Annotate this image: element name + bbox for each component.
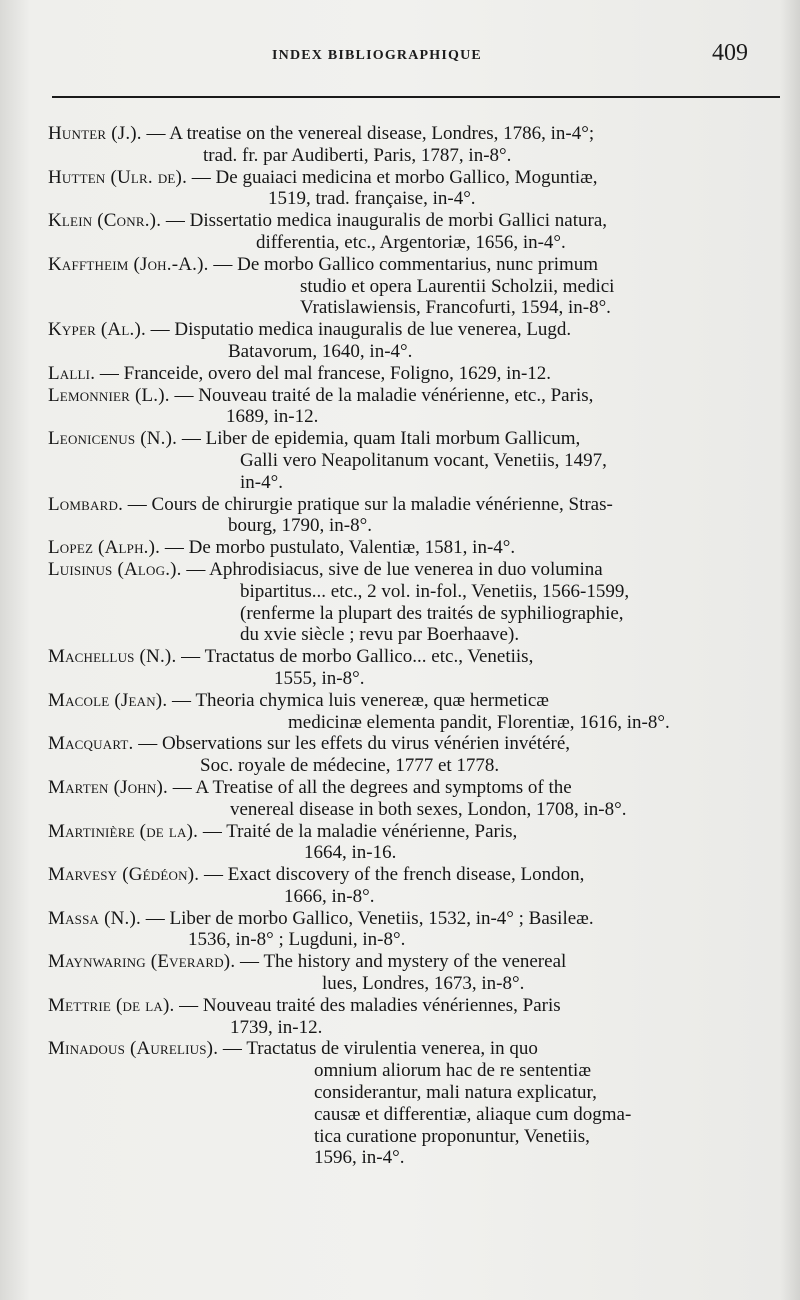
- entry-continuation-line: bipartitus... etc., 2 vol. in-fol., Venetiis, 1566-1599,: [240, 580, 630, 602]
- bibliography-entry: [48, 951, 752, 995]
- entry-first-line: [48, 908, 752, 930]
- entry-first-line: [48, 123, 752, 145]
- entry-author: Lopez (Alph.).: [48, 537, 161, 559]
- entry-first-line: [48, 559, 752, 581]
- entry-continuation-line: 1596, in-4°.: [314, 1147, 405, 1169]
- entry-first-line: [48, 821, 752, 843]
- entry-first-line: [48, 167, 752, 189]
- entry-author: Lombard.: [48, 493, 124, 515]
- entry-text-line: — The history and mystery of the venereal: [240, 951, 567, 973]
- bibliography-entry: [48, 864, 752, 908]
- entry-continuation-line: trad. fr. par Audiberti, Paris, 1787, in-8°.: [203, 144, 512, 166]
- entry-text-line: — Tractatus de morbo Gallico... etc., Venetiis,: [181, 646, 534, 668]
- entry-first-line: [48, 494, 752, 516]
- entry-text-line: — Traité de la maladie vénérienne, Paris,: [202, 820, 518, 842]
- entry-first-line: [48, 428, 752, 450]
- bibliography-entry: [48, 821, 752, 865]
- entry-author: Kyper (Al.).: [48, 319, 146, 341]
- entry-continuation-line: considerantur, mali natura explicatur,: [314, 1082, 597, 1104]
- entry-text-line: — De morbo Gallico commentarius, nunc primum: [213, 253, 599, 275]
- entry-continuation-line: Vratislawiensis, Francofurti, 1594, in-8°.: [300, 297, 611, 319]
- entry-continuation-line: omnium aliorum hac de re sententiæ: [314, 1060, 592, 1082]
- entry-text-line: — Franceide, overo del mal francese, Foligno, 1629, in-12.: [99, 362, 552, 384]
- entry-author: Kafftheim (Joh.-A.).: [48, 253, 209, 275]
- entry-author: Hutten (Ulr. de).: [48, 166, 188, 188]
- entry-continuation-line: lues, Londres, 1673, in-8°.: [322, 973, 525, 995]
- bibliography-entry: [48, 559, 752, 646]
- bibliography-entry: [48, 123, 752, 167]
- entry-text-line: — Observations sur les effets du virus vénérien invétéré,: [138, 733, 571, 755]
- entry-continuation-line: medicinæ elementa pandit, Florentiæ, 1616, in-8°.: [288, 711, 670, 733]
- entry-text-line: — Nouveau traité de la maladie vénérienne, etc., Paris,: [174, 384, 594, 406]
- entry-text-line: — A treatise on the venereal disease, Londres, 1786, in-4°;: [146, 123, 595, 144]
- entry-author: Marvesy (Gédéon).: [48, 864, 200, 886]
- entry-continuation-line: 1519, trad. française, in-4°.: [268, 188, 476, 210]
- bibliography-entry: [48, 494, 752, 538]
- entry-first-line: [48, 864, 752, 886]
- entry-author: Klein (Conr.).: [48, 210, 162, 232]
- entry-continuation-line: tica curatione proponuntur, Venetiis,: [314, 1125, 590, 1147]
- entry-author: Lalli.: [48, 362, 96, 384]
- entry-continuation-line: (renferme la plupart des traités de syphiliographie,: [240, 602, 624, 624]
- entry-continuation-line: Soc. royale de médecine, 1777 et 1778.: [200, 755, 500, 777]
- entry-continuation-line: 1689, in-12.: [226, 406, 319, 428]
- entry-text-line: — Dissertatio medica inauguralis de morbi Gallici natura,: [165, 210, 607, 232]
- entry-author: Luisinus (Alog.).: [48, 558, 182, 580]
- bibliography-entry: [48, 167, 752, 211]
- bibliography-entry: [48, 319, 752, 363]
- bibliography-entry: [48, 690, 752, 734]
- entry-author: Mettrie (de la).: [48, 994, 175, 1016]
- page-header: [0, 40, 800, 80]
- entry-continuation-line: venereal disease in both sexes, London, 1708, in-8°.: [230, 798, 627, 820]
- bibliography-entry: [48, 254, 752, 319]
- entry-continuation-line: in-4°.: [240, 471, 283, 493]
- entry-text-line: — Exact discovery of the french disease, London,: [203, 864, 585, 886]
- entry-first-line: [48, 210, 752, 232]
- entry-author: Marten (John).: [48, 776, 168, 798]
- bibliography-entry: [48, 908, 752, 952]
- bibliography-entry: [48, 537, 752, 559]
- entry-continuation-line: studio et opera Laurentii Scholzii, medici: [300, 275, 615, 297]
- entry-text-line: — Liber de epidemia, quam Itali morbum Gallicum,: [181, 428, 581, 450]
- entry-first-line: [48, 385, 752, 407]
- bibliography-entry: [48, 777, 752, 821]
- entry-continuation-line: Galli vero Neapolitanum vocant, Venetiis, 1497,: [240, 449, 607, 471]
- entry-text-line: — Theoria chymica luis venereæ, quæ hermeticæ: [172, 689, 549, 711]
- bibliography-entry: [48, 363, 752, 385]
- entry-first-line: [48, 319, 752, 341]
- header-rule: [52, 96, 780, 98]
- bibliography-entry: [48, 210, 752, 254]
- bibliography-entry: [48, 995, 752, 1039]
- entry-author: Massa (N.).: [48, 907, 141, 929]
- bibliography-list: [48, 123, 752, 1169]
- entry-continuation-line: 1536, in-8° ; Lugduni, in-8°.: [188, 929, 406, 951]
- bibliography-entry: [48, 428, 752, 493]
- entry-text-line: — De guaiaci medicina et morbo Gallico, Moguntiæ,: [191, 166, 598, 188]
- entry-text-line: — De morbo pustulato, Valentiæ, 1581, in-4°.: [164, 537, 516, 559]
- page-number: 409: [712, 40, 748, 66]
- entry-first-line: [48, 646, 752, 668]
- entry-author: Minadous (Aurelius).: [48, 1038, 219, 1060]
- entry-text-line: — Disputatio medica inauguralis de lue venerea, Lugd.: [150, 319, 572, 341]
- entry-author: Leonicenus (N.).: [48, 428, 178, 450]
- entry-first-line: [48, 733, 752, 755]
- entry-first-line: [48, 951, 752, 973]
- entry-author: Lemonnier (L.).: [48, 384, 170, 406]
- bibliography-entry: [48, 646, 752, 690]
- entry-text-line: — Nouveau traité des maladies vénériennes, Paris: [179, 994, 561, 1016]
- entry-first-line: [48, 777, 752, 799]
- entry-first-line: [48, 690, 752, 712]
- bibliography-entry: [48, 385, 752, 429]
- entry-text-line: — A Treatise of all the degrees and symptoms of the: [172, 776, 572, 798]
- entry-first-line: [48, 1038, 752, 1060]
- entry-first-line: [48, 995, 752, 1017]
- entry-text-line: — Liber de morbo Gallico, Venetiis, 1532, in-4° ; Basileæ.: [145, 907, 594, 929]
- entry-author: Martinière (de la).: [48, 820, 199, 842]
- entry-author: Maynwaring (Everard).: [48, 951, 236, 973]
- entry-first-line: [48, 537, 752, 559]
- entry-continuation-line: Batavorum, 1640, in-4°.: [228, 340, 413, 362]
- entry-first-line: [48, 363, 752, 385]
- entry-author: Hunter (J.).: [48, 123, 142, 144]
- entry-continuation-line: 1555, in-8°.: [274, 667, 365, 689]
- running-title: INDEX BIBLIOGRAPHIQUE: [272, 48, 482, 63]
- entry-continuation-line: 1739, in-12.: [230, 1016, 323, 1038]
- entry-continuation-line: differentia, etc., Argentoriæ, 1656, in-4°.: [256, 231, 566, 253]
- entry-continuation-line: bourg, 1790, in-8°.: [228, 515, 372, 537]
- entry-author: Macole (Jean).: [48, 689, 168, 711]
- bibliography-entry: [48, 1038, 752, 1169]
- entry-text-line: — Tractatus de virulentia venerea, in quo: [222, 1038, 538, 1060]
- entry-text-line: — Cours de chirurgie pratique sur la maladie vénérienne, Stras-: [127, 493, 613, 515]
- entry-first-line: [48, 254, 752, 276]
- bibliography-entry: [48, 733, 752, 777]
- entry-continuation-line: du xvie siècle ; revu par Boerhaave).: [240, 624, 520, 646]
- entry-author: Macquart.: [48, 733, 134, 755]
- entry-continuation-line: causæ et differentiæ, aliaque cum dogma-: [314, 1103, 632, 1125]
- entry-text-line: — Aphrodisiacus, sive de lue venerea in duo volumina: [186, 558, 603, 580]
- entry-continuation-line: 1664, in-16.: [304, 842, 397, 864]
- entry-continuation-line: 1666, in-8°.: [284, 885, 375, 907]
- entry-author: Machellus (N.).: [48, 646, 177, 668]
